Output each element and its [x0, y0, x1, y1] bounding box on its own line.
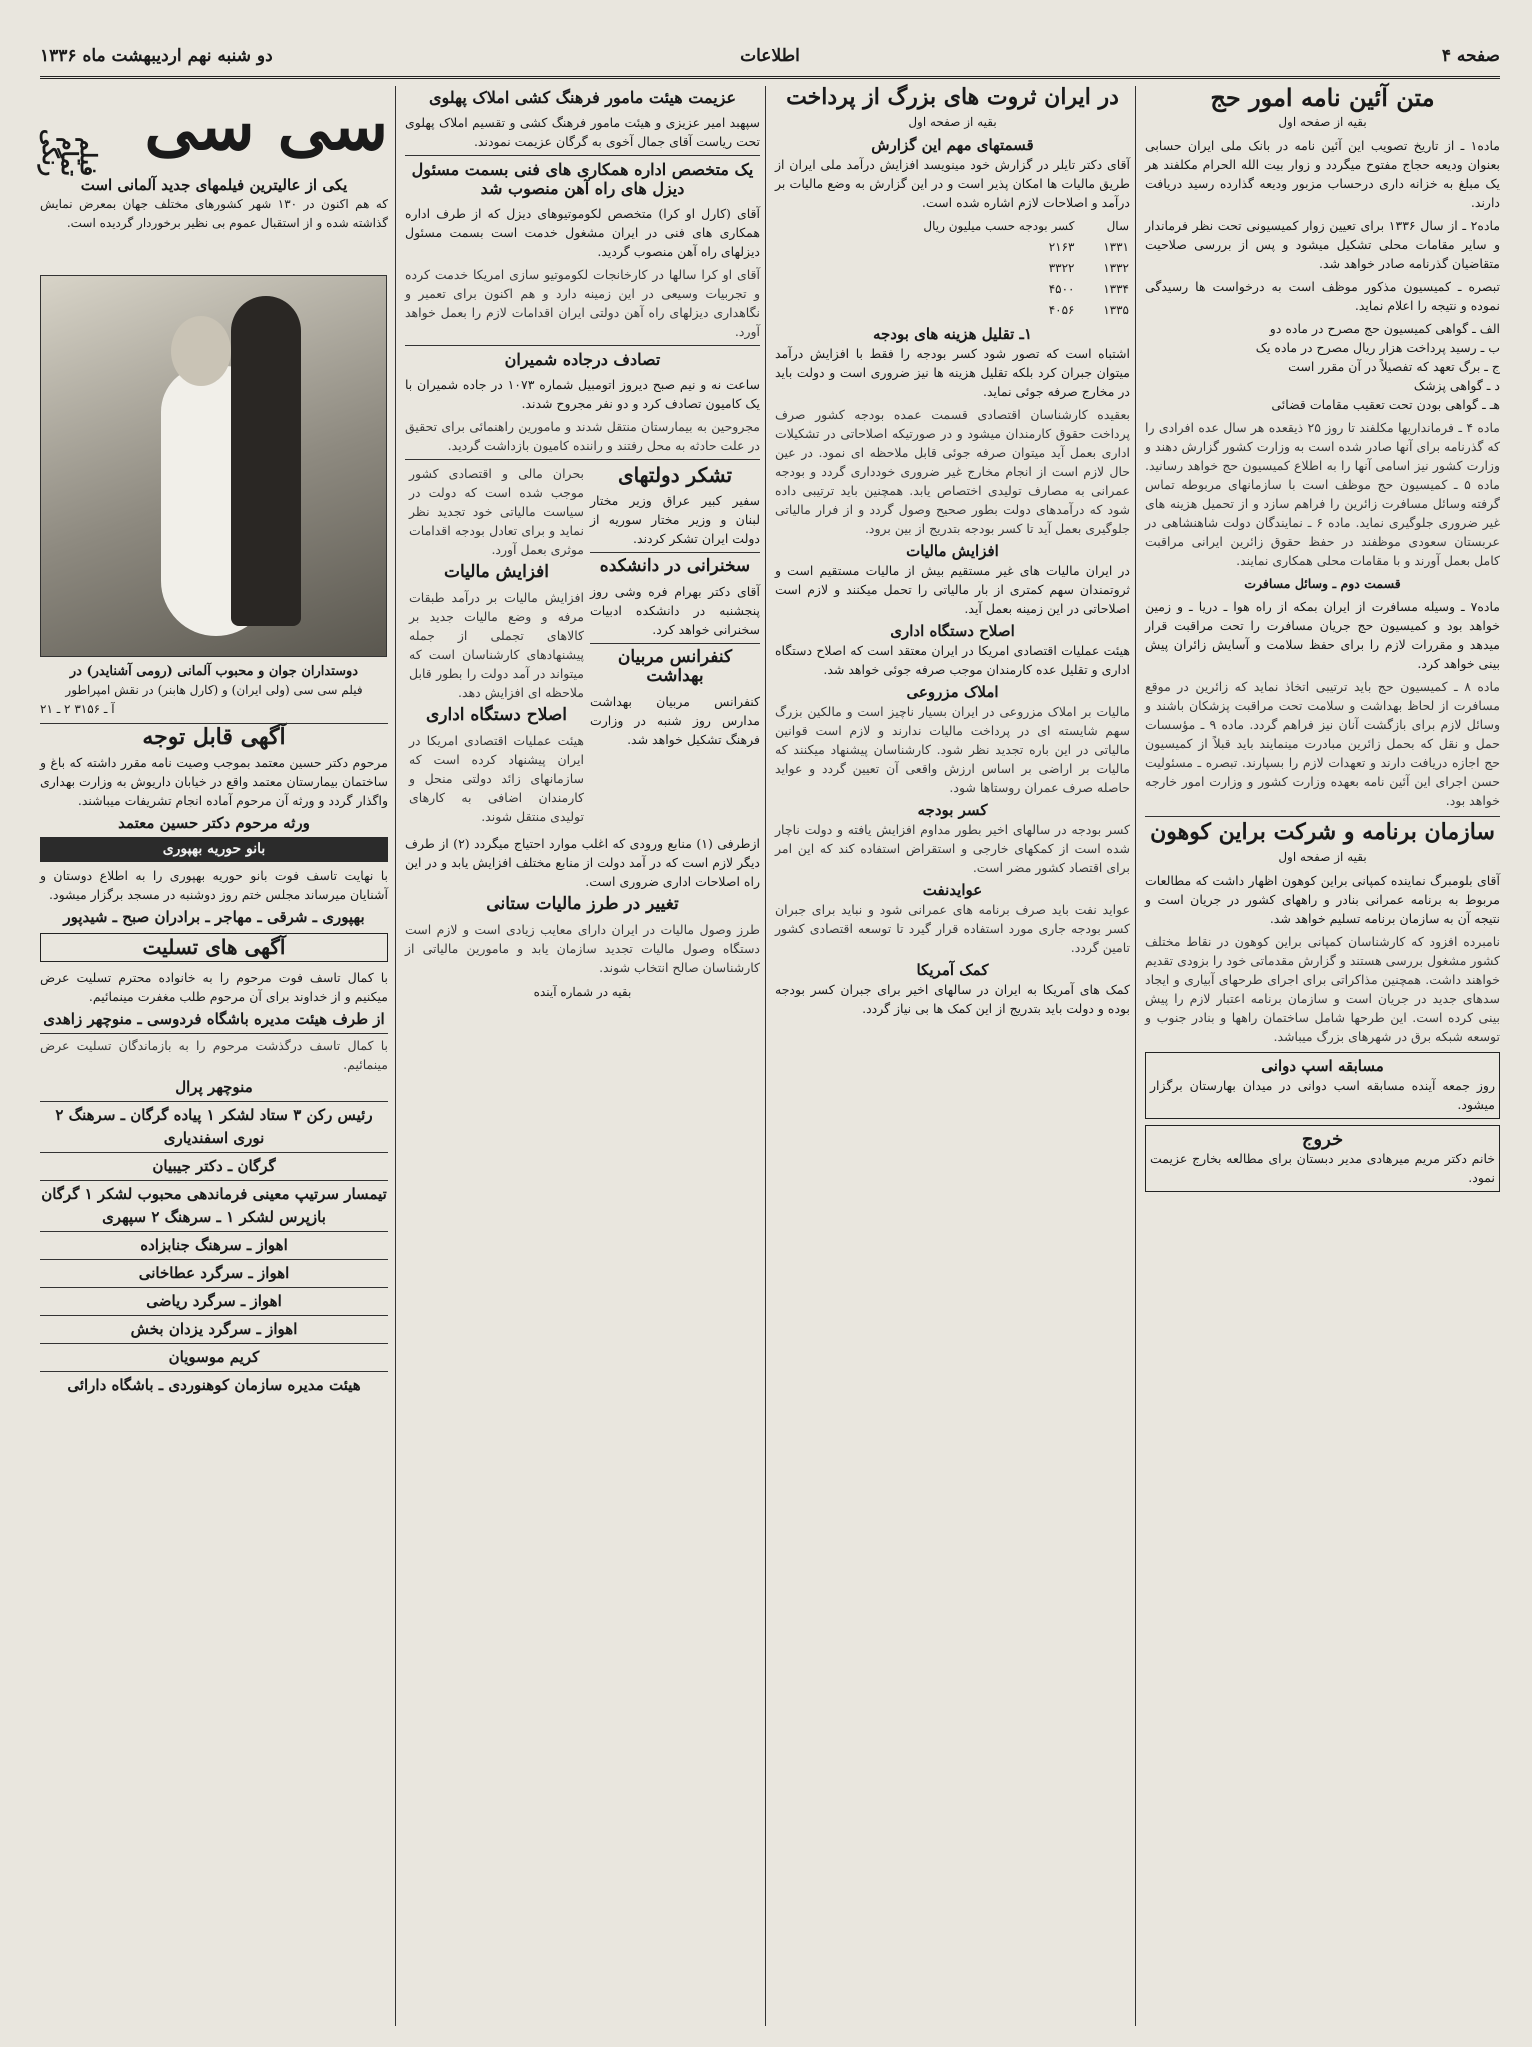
condolence-signature: کریم موسویان: [168, 1348, 260, 1366]
section-heading: ۱ـ تقلیل هزینه های بودجه: [872, 325, 1033, 343]
box-text: خانم دکتر مریم میرهادی مدیر دبستان برای مطالعه بخارج عزیمت نمود.: [1150, 1151, 1495, 1185]
list-item: هـ ـ گواهی بودن تحت تعقیب مقامات قضائی: [1271, 397, 1500, 412]
section-heading: قسمتهای مهم این گزارش: [871, 136, 1034, 154]
box-title: مسابقه اسپ دوانی: [1261, 1057, 1384, 1075]
column-hajj-rules: متن آئین نامه امور حج بقیه از صفحه اول ماده۱ ـ از تاریخ تصویب این آئین نامه در بانک ملی ایران حسابی بعنوان ودیعه حجاج مفتوح میگردد و زوار بیت الله الحرام مکلفند هر یک مبلغ به خزانه داری درحساب مزبور ودیعه گذارده رسید دریافت دارند. ماده۲ ـ از سال ۱۳۳۶ برای تعیین زوار کمیسیونی تحت نظر فرماندار و سایر مقامات محلی تشکیل میشود و پس از بررسی صلاحیت متقاضیان گذرنامه صادر خواهد شد. تبصره ـ کمیسیون مذکور موظف است به درخواست ها رسیدگی نموده و نتیجه را اعلام نماید. الف ـ گواهی کمیسیون حج مصرح در ماده دو ب ـ رسید پرداخت هزار ریال مصرح در ماده یک ج ـ برگ تعهد که تفصیلاً در آن مقرر است د ـ گواهی پزشک هـ ـ گواهی بودن تحت تعقیب مقامات قضائی ماده ۴ ـ فرمانداریها مکلفند تا روز ۲۵ ذیقعده هر سال عده افرادی را که گذرنامه برای آنها صادر شده است به وزارت کشور گزارش دهند و وزارت کشور نیز اسامی آنها را به اطلاع کمیسیون حج خواهد رسانید. ماده ۵ ـ کمیسیون حج موظف است با سازمانهای مربوطه تماس گرفته وسائل مسافرت زائرین را فراهم سازد و از تحمیل هزینه های غیر ضروری جلوگیری نماید. ماده ۶ ـ نمایندگان دولت شاهنشاهی در عربستان سعودی موظفند در حفظ حقوق زائرین ایرانی مراقبت کامل بعمل آورند و با مقامات محلی همکاری نمایند. قسمت دوم ـ وسائل مسافرت ماده۷ ـ وسیله مسافرت از ایران بمکه از راه هوا ـ دریا ـ و زمین خواهد بود و کمیسیون حج جریان مسافرت را تحت مراقبت قرار میدهد و مقررات لازم را برای حفظ سلامت و آسایش زائران پیش بینی خواهد کرد. ماده ۸ ـ کمیسیون حج باید ترتیبی اتخاذ نماید که زائرین در موقع مسافرت از لحاظ بهداشت و سلامت تحت مراقبت پزشکان باشند و وسائل لازم برای بازگشت آنان نیز فراهم گردد. ماده ۹ ـ مؤسسات حمل و نقل که بحمل زائرین مبادرت مینمایند باید قبلاً از کمیسیون حج اجازه دریافت دارند و تعهدات لازم را بسپارند. تبصره ـ مسئولیت حسن اجرای این آئین نامه بعهده وزارت کشور و وزارت امور خارجه خواهد بود. سازمان برنامه و شرکت براین کوهون بقیه از صفحه اول آقای بلومبرگ نماینده کمپانی براین کوهون اظهار داشت که مطالعات مربوط به برنامه عمرانی بنادر و راههای کشور در جریان است و نتیجه آن به سازمان برنامه تسلیم خواهد شد. نامبرده افزود که کارشناسان کمپانی براین کوهون در نقاط مختلف کشور مشغول بررسی هستند و گزارش مقدماتی خود را بزودی تقدیم خواهند داشت. همچنین مذاکراتی برای اجرای طرحهای آبیاری و ایجاد سدهای جدید در جریان است و سازمان برنامه اعتبار لازم را پیش بینی کرده است. این طرحها شامل ساختمان راهها و بنادر جنوب و توسعه شبکه برق در شهرهای بزرگ میباشد. مسابقه اسپ دوانی روز جمعه آینده مسابقه اسب دوانی در میدان بهارستان برگزار میشود. خروج خانم دکتر مریم میرهادی مدیر دبستان برای مطالعه بخارج عزیمت نمود.: [1145, 86, 1500, 2021]
paragraph: اشتباه است که تصور شود کسر بودجه را فقط با افزایش درآمد میتوان جبران کرد بلکه تقلیل هزینه ها نیز ضروری است و دولت باید در مخارج صرفه جوئی نماید.: [775, 346, 1130, 399]
movie-title: سی سی: [144, 87, 388, 165]
column-divider: [1135, 86, 1136, 2026]
column-divider: [395, 86, 396, 2026]
paragraph: آقای دکتر تایلر در گزارش خود مینویسد افزایش درآمد ملی ایران از طریق مالیات ها امکان پذیر است و در این گزارش به وضع مالیات بر درآمد و اصلاحات لازم اشاره شده است.: [775, 157, 1130, 210]
table-row: ۱۳۳۲ ۳۳۲۲: [1048, 261, 1129, 275]
list-item: ج ـ برگ تعهد که تفصیلاً در آن مقرر است: [1288, 359, 1500, 374]
ad-code: آ ـ ۳۱۵۶ ۲ ـ ۲۱: [40, 702, 115, 716]
section-heading: کمک آمریکا: [916, 961, 989, 979]
condolence-signature: تیمسار سرتیپ معینی فرماندهی محبوب لشکر ۱ گرگان: [41, 1185, 387, 1203]
headline-hajj: متن آئین نامه امور حج: [1210, 83, 1435, 112]
notice-signature: ورثه مرحوم دکتر حسین معتمد: [118, 814, 310, 832]
section-heading: قسمت دوم ـ وسائل مسافرت: [1244, 576, 1401, 591]
condolence-signature: نوری اسفندیاری: [163, 1129, 265, 1147]
movie-caption: دوستداران جوان و محبوب آلمانی (رومی آشنایدر) در: [69, 664, 359, 679]
paragraph: آقای (کارل او کرا) متخصص لکوموتیوهای دیزل که از طرف اداره همکاری های فنی در ایران مشغول خدمت است بسمت مسئول دیزلهای راه آهن منصوب گردید.: [405, 206, 760, 259]
headline: تصادف درجاده شمیران: [504, 350, 661, 369]
list-item: ب ـ رسید پرداخت هزار ریال مصرح در ماده یک: [1255, 340, 1500, 355]
subhead: بقیه از صفحه اول: [908, 115, 997, 129]
paragraph: کمک های آمریکا به ایران در سالهای اخیر برای جبران کسر بودجه بوده و دولت باید بتدریج از این کمک ها بی نیاز گردد.: [775, 982, 1130, 1016]
table-row: ۱۳۳۵ ۴۰۵۶: [1048, 303, 1129, 317]
obituary-text: با نهایت تاسف فوت بانو حوریه بهپوری را به اطلاع دوستان و آشنایان میرساند مجلس ختم روز دوشنبه در مسجد برگزار میشود.: [40, 868, 388, 902]
news-box: [1145, 1052, 1500, 1119]
condolence-signature: اهواز ـ سرگرد یزدان بخش: [130, 1320, 298, 1338]
box-text: روز جمعه آینده مسابقه اسب دوانی در میدان بهارستان برگزار میشود.: [1150, 1078, 1495, 1112]
headline-wealth: در ایران ثروت های بزرگ از پرداخت: [786, 84, 1119, 110]
newspaper-page: [37, 40, 1501, 2025]
condolence-signature: از طرف هیئت مدیره باشگاه فردوسی ـ منوچهر زاهدی: [43, 1010, 385, 1028]
issue-date: دو شنبه نهم اردیبهشت ماه ۱۳۳۶: [40, 46, 273, 66]
list-item: الف ـ گواهی کمیسیون حج مصرح در ماده دو: [1269, 321, 1500, 336]
obituary-bar: بانو حوریه بهپوری: [40, 837, 388, 862]
subhead: بقیه از صفحه اول: [1278, 850, 1367, 864]
list-item: د ـ گواهی پزشک: [1413, 378, 1500, 393]
condolence-signature: هیئت مدیره سازمان کوهنوردی ـ باشگاه دارائی: [67, 1376, 361, 1394]
paragraph: آقای بلومبرگ نماینده کمپانی براین کوهون اظهار داشت که مطالعات مربوط به برنامه عمرانی بنادر و راههای کشور در جریان است و نتیجه آن به سازمان برنامه تسلیم خواهد شد.: [1145, 873, 1500, 926]
budget-table: [775, 216, 1130, 321]
condolence-signature: رئیس رکن ۳ ستاد لشکر ۱ پیاده گرگان ـ سرهنگ ۲: [55, 1106, 373, 1124]
movie-caption-2: فیلم سی سی (ولی ایران) و (کارل هابنر) در نقش امپراطور: [65, 683, 363, 697]
paragraph: هیئت عملیات اقتصادی امریکا در ایران معتقد است که اصلاح دستگاه اداری و تقلیل عده کارمندان موجب صرفه جوئی خواهد شد.: [775, 643, 1130, 677]
headline: عزیمت هیئت مامور فرهنگ کشی املاک پهلوی: [428, 88, 737, 107]
page-header: [40, 40, 1500, 79]
condolence-text: با کمال تاسف فوت مرحوم را به خانواده محترم تسلیت عرض میکنیم و از خداوند برای آن مرحوم طلب مغفرت مینمائیم.: [40, 970, 388, 1004]
section-heading: تغییر در طرز مالیات ستانی: [486, 894, 679, 914]
column-news: عزیمت هیئت مامور فرهنگ کشی املاک پهلوی سپهبد امیر عزیزی و هیئت مامور فرهنگ کشی و تقسیم املاک پهلوی تحت ریاست آقای جمال آخوی به گرگان عزیمت نمودند. یک متخصص اداره همکاری های فنی بسمت مسئول دیزل های راه آهن منصوب شد آقای (کارل او کرا) متخصص لکوموتیوهای دیزل که از طرف اداره همکاری های فنی در ایران مشغول خدمت است بسمت مسئول دیزلهای راه آهن منصوب گردید. آقای او کرا سالها در کارخانجات لکوموتیو سازی امریکا خدمت کرده و تجربیات وسیعی در این زمینه دارد و هم اکنون برای تعمیر و نگاهداری دیزلهای راه آهن دولتی ایران اقدامات لازم را بعمل خواهد آورد. تصادف درجاده شمیران ساعت نه و نیم صبح دیروز اتومبیل شماره ۱۰۷۳ در جاده شمیران با یک کامیون تصادف کرد و دو نفر مجروح شدند. مجروحین به بیمارستان منتقل شدند و مامورین راهنمائی برای تحقیق در علت حادثه به محل رفتند و راننده کامیون بازداشت گردید. تشکر دولتهای سفیر کبیر عراق وزیر مختار لبنان و وزیر مختار سوریه از دولت ایران تشکر کردند. سخنرانی در دانشکده آقای دکتر بهرام فره وشی روز پنجشنبه در دانشکده ادبیات سخنرانی خواهد کرد. کنفرانس مربیان بهداشت کنفرانس مربیان بهداشت مدارس روز شنبه در وزارت فرهنگ تشکیل خواهد شد. بحران مالی و اقتصادی کشور موجب شده است که دولت در سیاست مالیاتی خود تجدید نظر نماید و برای تعادل بودجه اقدامات موثری بعمل آورد. افزایش مالیات افزایش مالیات بر درآمد طبقات مرفه و وضع مالیات جدید بر کالاهای تجملی از جمله پیشنهادهای کارشناسان است که میتواند در آمد دولت را بطور قابل ملاحظه ای افزایش دهد. اصلاح دستگاه اداری هیئت عملیات اقتصادی امریکا در ایران پیشنهاد کرده است که سازمانهای زائد دولتی منحل و کارمندان اضافی به کارهای تولیدی منتقل شوند. ازطرفی (۱) منابع ورودی که اغلب موارد احتیاج میگردد (۲) از طرف دیگر لازم است که در آمد دولت از منابع مختلف افزایش یابد و در این راه اصلاحات اداری ضروری است. تغییر در طرز مالیات ستانی طرز وصول مالیات در ایران دارای معایب زیادی است و لازم است دستگاه وصول مالیات تجدید سازمان یابد و مامورین مالیاتی از کارشناسان صالح انتخاب شوند. بقیه در شماره آینده: [405, 86, 760, 2021]
condolence-signature: اهواز ـ سرگرد ریاضی: [146, 1292, 282, 1310]
paper-name: اطلاعات: [740, 46, 800, 66]
movie-still-photo: [40, 275, 387, 657]
page-number: صفحه ۴: [1441, 46, 1500, 66]
headline-plan-org: سازمان برنامه و شرکت براین کوهون: [1150, 819, 1495, 845]
paragraph: ازطرفی (۱) منابع ورودی که اغلب موارد احتیاج میگردد (۲) از طرف دیگر لازم است که در آمد دولت از منابع مختلف افزایش یابد و در این راه اصلاحات اداری ضروری است.: [405, 836, 760, 889]
section-heading: افزایش مالیات: [906, 542, 999, 560]
subhead: بقیه از صفحه اول: [1278, 115, 1367, 129]
column-ads-lower: دوستداران جوان و محبوب آلمانی (رومی آشنایدر) در فیلم سی سی (ولی ایران) و (کارل هابنر) در نقش امپراطور آ ـ ۳۱۵۶ ۲ ـ ۲۱ آگهی قابل توجه مرحوم دکتر حسین معتمد بموجب وصیت نامه مقرر داشته که باغ و ساختمان بیمارستان معتمد واقع در خیابان داریوش به وزارت بهداری واگذار گردد و ورثه آن مرحوم آماده انجام تشریفات میباشند. ورثه مرحوم دکتر حسین معتمد بانو حوریه بهپوری با نهایت تاسف فوت بانو حوریه بهپوری را به اطلاع دوستان و آشنایان میرساند مجلس ختم روز دوشنبه در مسجد برگزار میشود. بهپوری ـ شرقی ـ مهاجر ـ برادران صبح ـ شیدپور آگهی های تسلیت با کمال تاسف فوت مرحوم را به خانواده محترم تسلیت عرض میکنیم و از خداوند برای آن مرحوم طلب مغفرت مینمائیم. از طرف هیئت مدیره باشگاه فردوسی ـ منوچهر زاهدی با کمال تاسف درگذشت مرحوم را به بازماندگان تسلیت عرض مینمائیم. منوچهر پرال رئیس رکن ۳ ستاد لشکر ۱ پیاده گرگان ـ سرهنگ ۲ نوری اسفندیاری گرگان ـ دکتر جیبیان تیمسار سرتیپ معینی فرماندهی محبوب لشکر ۱ گرگان بازپرس لشکر ۱ ـ سرهنگ ۲ سپهری اهواز ـ سرهنگ جنابزاده اهواز ـ سرگرد عطاخانی اهواز ـ سرگرد ریاضی اهواز ـ سرگرد یزدان بخش کریم موسویان هیئت مدیره سازمان کوهنوردی ـ باشگاه دارائی: [39, 664, 388, 1394]
notice-heading: آگهی قابل توجه: [142, 724, 286, 750]
news-box: [1145, 1125, 1500, 1192]
table-row: ۱۳۳۴ ۴۵۰۰: [1048, 282, 1129, 296]
paragraph: ساعت نه و نیم صبح دیروز اتومبیل شماره ۱۰۷۳ در جاده شمیران با یک کامیون تصادف کرد و دو نفر مجروح شدند.: [405, 377, 760, 411]
paragraph: ماده۱ ـ از تاریخ تصویب این آئین نامه در بانک ملی ایران حسابی بعنوان ودیعه حجاج مفتوح میگردد و زوار بیت الله الحرام مکلفند هر یک مبلغ به خزانه داری درحساب مزبور ودیعه گذارده رسید دریافت دارند.: [1145, 138, 1500, 210]
condolence-signature: منوچهر پرال: [175, 1078, 253, 1096]
table-row: سال کسر بودجه حسب میلیون ریال: [923, 219, 1129, 233]
paragraph: ماده۲ ـ از سال ۱۳۳۶ برای تعیین زوار کمیسیونی تحت نظر فرماندار و سایر مقامات محلی تشکیل میشود و پس از بررسی صلاحیت متقاضیان گذرنامه صادر خواهد شد.: [1145, 218, 1501, 271]
condolence-signature: بازپرس لشکر ۱ ـ سرهنگ ۲ سپهری: [102, 1208, 326, 1226]
paragraph: در ایران مالیات های غیر مستقیم بیش از مالیات مستقیم است و ثروتمندان سهم کمتری از بار مالیاتی را تحمل میکنند و لازم است اصلاحاتی در این زمینه بعمل آید.: [775, 563, 1130, 616]
condolence-signature: اهواز ـ سرهنگ جنابزاده: [140, 1236, 288, 1254]
paragraph: سفیر کبیر عراق وزیر مختار لبنان و وزیر مختار سوریه از دولت ایران تشکر کردند.: [590, 493, 760, 546]
paragraph: آقای دکتر بهرام فره وشی روز پنجشنبه در دانشکده ادبیات سخنرانی خواهد کرد.: [590, 584, 760, 637]
paragraph: سپهبد امیر عزیزی و هیئت مامور فرهنگ کشی و تقسیم املاک پهلوی تحت ریاست آقای جمال آخوی به گرگان عزیمت نمودند.: [405, 115, 760, 149]
column-divider: [765, 86, 766, 2026]
box-title: خروج: [1301, 1129, 1344, 1150]
headline: کنفرانس مربیان بهداشت: [617, 647, 733, 686]
headline: یک متخصص اداره همکاری های فنی بسمت مسئول دیزل های راه آهن منصوب شد: [411, 160, 754, 198]
continued-note: بقیه در شماره آینده: [533, 985, 632, 999]
condolence-signature: اهواز ـ سرگرد عطاخانی: [138, 1264, 290, 1282]
condolence-heading: آگهی های تسلیت: [40, 933, 388, 962]
obituary-signature: بهپوری ـ شرقی ـ مهاجر ـ برادران صبح ـ شیدپور: [63, 908, 365, 926]
column-wealth: در ایران ثروت های بزرگ از پرداخت بقیه از صفحه اول قسمتهای مهم این گزارش آقای دکتر تایلر در گزارش خود مینویسد افزایش درآمد ملی ایران از طریق مالیات ها امکان پذیر است و در این گزارش به وضع مالیات بر درآمد و اصلاحات لازم اشاره شده است. سال کسر بودجه حسب میلیون ریال ۱۳۳۱ ۲۱۶۳ ۱۳۳۲ ۳۳۲۲ ۱۳۳۴ ۴۵۰۰ ۱۳۳۵ ۴۰۵۶ ۱ـ تقلیل هزینه های بودجه اشتباه است که تصور شود کسر بودجه را فقط با افزایش درآمد میتوان جبران کرد بلکه تقلیل هزینه ها نیز ضروری است و دولت باید در مخارج صرفه جوئی نماید. بعقیده کارشناسان اقتصادی قسمت عمده بودجه کشور صرف پرداخت حقوق کارمندان میشود و در صورتیکه اصلاحاتی در تشکیلات اداری بعمل آید میتوان صرفه جوئی قابل ملاحظه ای نمود. در عین حال لازم است از انجام مخارج غیر ضروری خودداری گردد و بودجه عمرانی به مصارف تولیدی اختصاص یابد. همچنین باید ترتیبی داده شود که درآمدهای دولت بطور صحیح وصول گردد و از فرار مالیاتی جلوگیری بعمل آید تا کسر بودجه بتدریج از بین برود. افزایش مالیات در ایران مالیات های غیر مستقیم بیش از مالیات مستقیم است و ثروتمندان سهم کمتری از بار مالیاتی را تحمل میکنند و لازم است اصلاحاتی در این زمینه بعمل آید. اصلاح دستگاه اداری هیئت عملیات اقتصادی امریکا در ایران معتقد است که اصلاح دستگاه اداری و تقلیل عده کارمندان موجب صرفه جوئی خواهد شد. املاک مزروعی مالیات بر املاک مزروعی در ایران بسیار ناچیز است و مالکین بزرگ سهم شایسته ای در پرداخت مالیات ندارند و لازم است قوانین مالیاتی در این باره تجدید نظر شود. کارشناسان پیشنهاد میکنند که مالیات بر اراضی بر اساس ارزش واقعی آن تعیین گردد و عواید حاصله صرف عمران روستاها شود. کسر بودجه کسر بودجه در سالهای اخیر بطور مداوم افزایش یافته و دولت ناچار شده است از کمکهای خارجی و استقراض استفاده کند که این امر برای اقتصاد کشور مضر است. عوایدنفت عواید نفت باید صرف برنامه های عمرانی شود و نباید برای جبران کسر بودجه جاری مورد استفاده قرار گیرد تا توسعه اقتصادی کشور تامین گردد. کمک آمریکا کمک های آمریکا به ایران در سالهای اخیر برای جبران کسر بودجه بوده و دولت باید بتدریج از این کمک ها بی نیاز گردد.: [775, 84, 1130, 1016]
notice-text: مرحوم دکتر حسین معتمد بموجب وصیت نامه مقرر داشته که باغ و ساختمان بیمارستان معتمد واقع در خیابان داریوش به وزارت بهداری واگذار گردد و ورثه آن مرحوم آماده انجام تشریفات میباشند.: [39, 755, 388, 808]
movie-tag: فیلم تمام رنگی: [37, 128, 101, 176]
paragraph: تبصره ـ کمیسیون مذکور موظف است به درخواست ها رسیدگی نموده و نتیجه را اعلام نماید.: [1145, 279, 1500, 313]
section-heading: املاک مزروعی: [906, 683, 999, 701]
movie-description: که هم اکنون در ۱۳۰ شهر کشورهای مختلف جهان بمعرض نمایش گذاشته شده و از استقبال عموم بی نظیر برخوردار گردیده است.: [40, 197, 388, 230]
paragraph: ماده۷ ـ وسیله مسافرت از ایران بمکه از راه هوا ـ دریا ـ و زمین خواهد بود و کمیسیون حج جریان مسافرت را تحت مراقبت قرار میدهد و مقررات لازم را برای حفظ سلامت و آسایش زائران پیش بینی خواهد کرد.: [1145, 599, 1500, 671]
movie-subtitle: یکی از عالیترین فیلمهای جدید آلمانی است: [80, 176, 348, 194]
section-heading: افزایش مالیات: [443, 562, 550, 582]
table-row: ۱۳۳۱ ۲۱۶۳: [1048, 240, 1129, 254]
headline: سخنرانی در دانشکده: [599, 556, 751, 576]
section-heading: اصلاح دستگاه اداری: [425, 705, 568, 725]
section-heading: کسر بودجه: [917, 801, 988, 819]
headline: تشکر دولتهای: [617, 463, 733, 487]
movie-banner: [37, 86, 388, 176]
section-heading: عوایدنفت: [922, 881, 983, 899]
condolence-signature: گرگان ـ دکتر جیبیان: [152, 1157, 276, 1175]
section-heading: اصلاح دستگاه اداری: [890, 622, 1015, 640]
paragraph: کنفرانس مربیان بهداشت مدارس روز شنبه در وزارت فرهنگ تشکیل خواهد شد.: [590, 694, 760, 747]
